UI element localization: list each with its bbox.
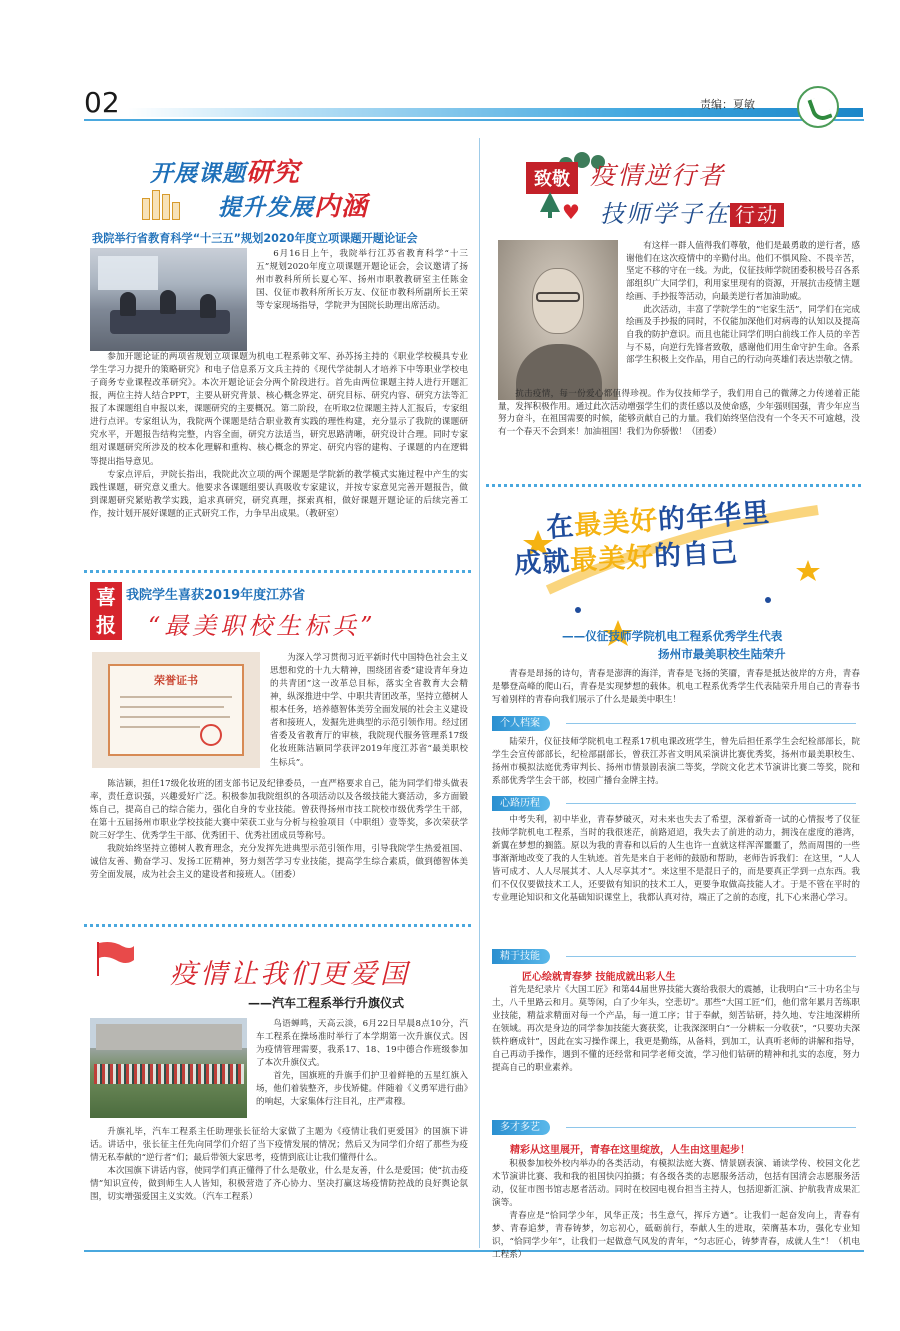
article2-body	[90, 778, 468, 883]
article1-paragraph: 参加开题论证的两项省规划立项课题为机电工程系韩文军、孙苏扬主持的《职业学校模具专业学生学习力提升的策略研究》和电子信息系万文兵主持的《现代学徒制人才培养下中等职业学校电子商务专业课程改革研究》。本次开题论证会分两个阶段进行。首先由两位课题主持人进行开题汇报，两位主持人结合PPT，主要从研究背景、核心概念界定、研究目标、研究内容、研究方法等汇报了本课题组自申报以来，课题研究的主要概况。第二阶段，在听取2位课题主持人汇报后，专家组进行点评。专家组认为，我院两个课题是结合职业教育实践的理性构建，充分显示了我院的课题研究水平，开题报告结构完整，内容全面，研究方法适当，研究思路清晰，研究设计合理。同时专家组对课题研究所涉及的校本化理解和重构、核心概念的界定、研究内容的建构、子课题的内在逻辑等提出指导意见。	[90, 352, 468, 467]
article4-title-line2: 技师学子在 行动	[600, 194, 784, 229]
books-icon	[142, 186, 190, 220]
section-skills-text: 首先是纪录片《大国工匠》和第44届世界技能大赛给我很大的震撼，让我明白“三十功名尘与土，八千里路云和月。莫等闲，白了少年头，空悲切”。那些“大国工匠”们，他们常年累月苦练职业技能，精益求精面对每一个产品，每一道工序；甘于奉献，刻苦钻研，持久地、专注地深耕所在领域。再次是身边的同学参加技能大赛获奖，让我深深明白“一分耕耘一分收获”，“只要功夫深铁杵磨成针”，因此在实习操作课上，我更是勤练，从备料，到加工，认真听老师的讲解和指导，自己再动手操作，遇到不懂的还经常和同学老师交流，学习他们钻研的精神和扎实的态度，努力提高自己的职业素养。	[492, 985, 860, 1074]
article4-title-salute: 致敬	[526, 162, 578, 194]
article4-title-action: 行动	[730, 203, 784, 227]
header-rule	[84, 119, 864, 121]
seminar-photo	[90, 248, 247, 351]
certificate-title: 荣誉证书	[154, 674, 198, 687]
article3-paragraph: 本次国旗下讲话内容，使同学们真正懂得了什么是敬业，什么是友善，什么是爱国；使“抗击疫情”知识宣传，做到师生人人皆知，积极营造了齐心协力、坚决打赢这场疫情防控战的良好舆论氛围，切实增强爱国主义实效。（汽车工程系）	[90, 1166, 468, 1203]
page-number: 02	[84, 86, 120, 119]
article5-title-line2: 成就最美好的自己	[513, 537, 739, 580]
article1-paragraph: 6月16日上午，我院举行江苏省教育科学“十三五”规划2020年度立项课题开题论证会，会议邀请了扬州市教科所所长夏心军、扬州市职教教研室主任陈金国、仪征市教科所所长万友、仪征市教科所副所长王荣等专家现场指导，学院尹为国院长助理出席活动。	[256, 249, 468, 312]
article2-paragraph: 我院始终坚持立德树人教育理念，充分发挥先进典型示范引领作用，引导我院学生热爱祖国、诚信友善、勤奋学习、发扬工匠精神，努力刻苦学习专业技能，提高学生综合素质，做到德智体美劳全面发展，成为社会主义的建设者和接班人。（团委）	[90, 844, 468, 881]
section-talents-text: 积极参加校外校内举办的各类活动，有模拟法庭大赛、情景剧表演、诵读学传、校园文化艺术节演讲比赛、我和我的祖国快闪拍摄；有各级各类的志愿服务活动，包括有国清会志愿服务活动，仪征市图书馆志愿者活动。同时在校园电视台担当主持人，包括迎新汇演、护航我青成果汇演等。	[492, 1159, 860, 1209]
section-separator	[486, 484, 864, 487]
section-heading-skills: 精于技能	[492, 949, 550, 964]
article1-subtitle: 我院举行省教育科学“十三五”规划2020年度立项课题开题论证会	[92, 232, 418, 245]
section-journey-text: 中考失利，初中毕业，青春梦破灭，对未来也失去了希望，深着新奇一试的心情报考了仪征技师学院机电工程系，当时的我很迷茫，前路迢迢，我失去了前进的动力，拥浅在虚度的港湾，新翼在梦想的搁篮。原以为我的青春和以后的人生也许一直就这样浑浑噩噩了，然而周围的一些事渐渐地改变了我的人生轨迹。首先是来自于老师的鼓励和帮助，老师告诉我们：在这里，“人人皆可成才、人人尽展其才、人人尽享其才”。来这里不是混日子的，而是要真正学到一点东西。我们不仅仅要做技术工人，还要做有知识的技术工人，更要争取做高技能人才。于是不管在平时的专业理论知识和文化基础知识课堂上，我都认真对待，端正了之前的态度，扎下心来潜心学习。	[492, 815, 860, 904]
heart-icon: ♥	[562, 200, 580, 224]
section-heading-talents: 多才多艺	[492, 1120, 550, 1135]
doctor-portrait-drawing	[498, 240, 618, 400]
section-talents-text: 青春应是“恰同学少年，风华正茂；书生意气，挥斥方遒”。让我们一起奋发向上，青春有梦、青春追梦，青春铸梦，勿忘初心，砥砺前行，奉献人生的进取，荣膺基本功，强化专业知识，“恰同学少年”，让我们一起做意气风发的青年，“匀志匠心，铸梦青春，成就人生”！（机电工程系）	[492, 1211, 860, 1261]
column-divider	[479, 138, 480, 1248]
article3-paragraph: 鸟语蝉鸣，天高云淡，6月22日早晨8点10分，汽车工程系在操场准时举行了本学期第一次升旗仪式。因为疫情管理需要，我系17、18、19中德合作班级参加了本次升旗仪式。	[256, 1019, 468, 1069]
article3-intro	[256, 1018, 468, 1109]
section-talents-subtitle: 精彩从这里展开，青春在这里绽放，人生由这里起步！	[510, 1145, 750, 1156]
article1-body	[90, 351, 468, 521]
section-separator	[84, 570, 472, 573]
article-flag-ceremony	[84, 930, 472, 1244]
school-logo-icon	[797, 86, 839, 128]
section-rule	[566, 1127, 856, 1128]
article3-paragraph: 升旗礼毕，汽车工程系主任助理张长征给大家做了主题为《疫情让我们更爱国》的国旗下讲话。讲话中，张长征主任先向同学们介绍了当下疫情发展的情况；然后又为同学们介绍了那些为疫情无私奉献的“逆行者”们；最后带领大家思考，疫情到底让让我们懂得什么。	[90, 1127, 468, 1164]
article-student-award	[84, 574, 472, 920]
article3-subtitle: ——汽车工程系举行升旗仪式	[248, 996, 405, 1010]
article3-title: 疫情让我们更爱国	[170, 959, 410, 990]
section-skills-subtitle: 匠心绘就青春梦 技能成就出彩人生	[522, 972, 676, 983]
section-rule	[566, 723, 856, 724]
article1-title-highlight2: 内涵	[314, 192, 369, 222]
section-heading-profile: 个人档案	[492, 716, 550, 731]
article1-title-line2: 提升发展内涵	[218, 192, 369, 222]
article5-subtitle-name: 扬州市最美职校生陆荣升	[658, 647, 786, 661]
section-rule	[566, 803, 856, 804]
article5-subtitle: ——仪征技师学院机电工程系优秀学生代表	[562, 629, 783, 643]
tree-icon	[538, 192, 562, 218]
article2-subtitle: 我院学生喜获2019年度江苏省	[126, 588, 306, 603]
section-heading-journey: 心路历程	[492, 796, 550, 811]
article-salute-frontline	[486, 140, 864, 485]
good-news-badge: 喜 报	[90, 582, 122, 640]
section-talents-body	[492, 1158, 860, 1263]
editor-credit: 责编：夏敏	[700, 98, 755, 111]
article-best-youth	[486, 490, 864, 1261]
article2-title: “最美职校生标兵”	[148, 612, 377, 640]
section-profile-text: 陆荣升，仪征技师学院机电工程系17机电课改班学生，曾先后担任系学生会纪检部部长，院学生会宣传部部长，纪检部副部长，曾获江苏省文明风采演讲比赛优秀奖，扬州市最美职校生、扬州市模拟法庭优秀审判长、扬州市情景剧表演二等奖，学院文化艺术节演讲比赛二等奖，院和系部优秀学生会干部，校园广播台金牌主持。	[492, 737, 860, 787]
article3-paragraph: 首先，国旗班的升旗手们护卫着鲜艳的五星红旗入场，他们着装整齐，步伐矫健。伴随着《义勇军进行曲》的响起，大家集体行注目礼，庄严肃穆。	[256, 1071, 468, 1108]
page-header	[0, 0, 900, 130]
section-separator	[84, 924, 472, 927]
article2-paragraph: 为深入学习贯彻习近平新时代中国特色社会主义思想和党的十九大精神，围绕团省委“建设青年身边的共青团”这一改革总目标，落实全省教育大会精神，纵深推进中学、中职共青团改革，坚持立德树人根本任务，培养德智体美劳全面发展的社会主义建设者和接班人，发掘先进典型的示范引领作用。经过团省委及省教育厅的审核，我院现代服务管理系17级化妆班陈洁颖同学获评2019年度江苏省“最美职校生标兵”。	[270, 653, 468, 768]
article1-paragraph: 专家点评后，尹院长指出，我院此次立项的两个课题是学院新的教学模式实施过程中产生的实践性课题，研究意义重大。他要求各课题组要认真吸收专家建议，并按专家意见完善开题报告，做到课题研究紧贴教学实践，追求真研究，研究真理，探索真相，做好课题开题论证的后续完善工作，按计划开展好课题的正式研究工作，力争早出成果。（教研室）	[90, 469, 468, 519]
section-rule	[566, 956, 856, 957]
article-research-seminar	[84, 140, 472, 568]
flag-icon	[94, 940, 136, 976]
flag-ceremony-photo	[90, 1018, 247, 1118]
red-seal-icon	[200, 724, 222, 746]
honor-certificate-photo	[92, 652, 260, 768]
article5-intro: 青春是昂扬的诗句，青春是澎湃的海洋，青春是飞扬的笑靥，青春是抵达彼岸的方舟，青春是攀登高峰的爬山石，青春是实现梦想的载体。机电工程系优秀学生代表陆荣升用自己的青春书写着别样的青春向我们展示了什么是最美中职生！	[492, 669, 860, 706]
article4-paragraph: 有这样一群人值得我们尊敬，他们是最勇敢的逆行者，感谢他们在这次疫情中的辛勤付出。他们不惧风险、不畏辛苦，坚定不移的守在一线。为此，仪征技师学院团委积极号召各系部组织广大同学们，利用家里现有的资源，开展抗击疫情主题绘画、手抄报等活动，向最美逆行者加油助威。	[626, 241, 860, 302]
article4-paragraph: 此次活动，丰富了学院学生的“宅家生活”，同学们在完成绘画及手抄报的同时，不仅能加深他们对病毒的认知以及提高自我的防护意识。而且也能让同学们明白前线工作人员的辛苦与不易，向逆行先锋者致敬，感谢他们用生命守护生命。各系部学生积极上交作品，用自己的行动向英雄们表达崇敬之情。	[626, 304, 860, 366]
article3-body	[90, 1126, 468, 1204]
article4-paragraph: 抗击疫情，每一份爱心都值得珍视。作为仪技师学子，我们用自己的微薄之力传递着正能量，发挥积极作用。通过此次活动增强学生们的责任感以及使命感，少年强则国强，青少年应当努力奋斗，在祖国需要的时候，能够贡献自己的力量。我们始终坚信没有一个冬天不可逾越，没有一个春天不会到来！加油祖国！我们为你骄傲！（团委）	[498, 389, 860, 438]
article5-title-line1: 在最美好的年华里	[545, 497, 772, 544]
article4-title-line1: 疫情逆行者	[590, 161, 726, 190]
article1-title-line1: 开展课题研究	[150, 158, 301, 188]
article1-title-highlight1: 研究	[246, 158, 301, 188]
article2-paragraph: 陈洁颖，担任17级化妆班的团支部书记及纪律委员，一直严格要求自己，能为同学们带头做表率，责任意识强，兴趣爱好广泛。积极参加我院组织的各项活动以及各级技能大赛活动，多方面锻炼自己，提高自己的综合能力，强化自身的专业技能。曾获得扬州市技工院校市级优秀学生干部，在第十五届扬州市职业学校技能大赛中荣获工业与分析与检验项目（中职组）壹等奖，多次荣获学院三好学生、优秀学生干部、优秀团干、优秀社团成员等称号。	[90, 779, 468, 842]
article4-intro	[626, 240, 860, 367]
